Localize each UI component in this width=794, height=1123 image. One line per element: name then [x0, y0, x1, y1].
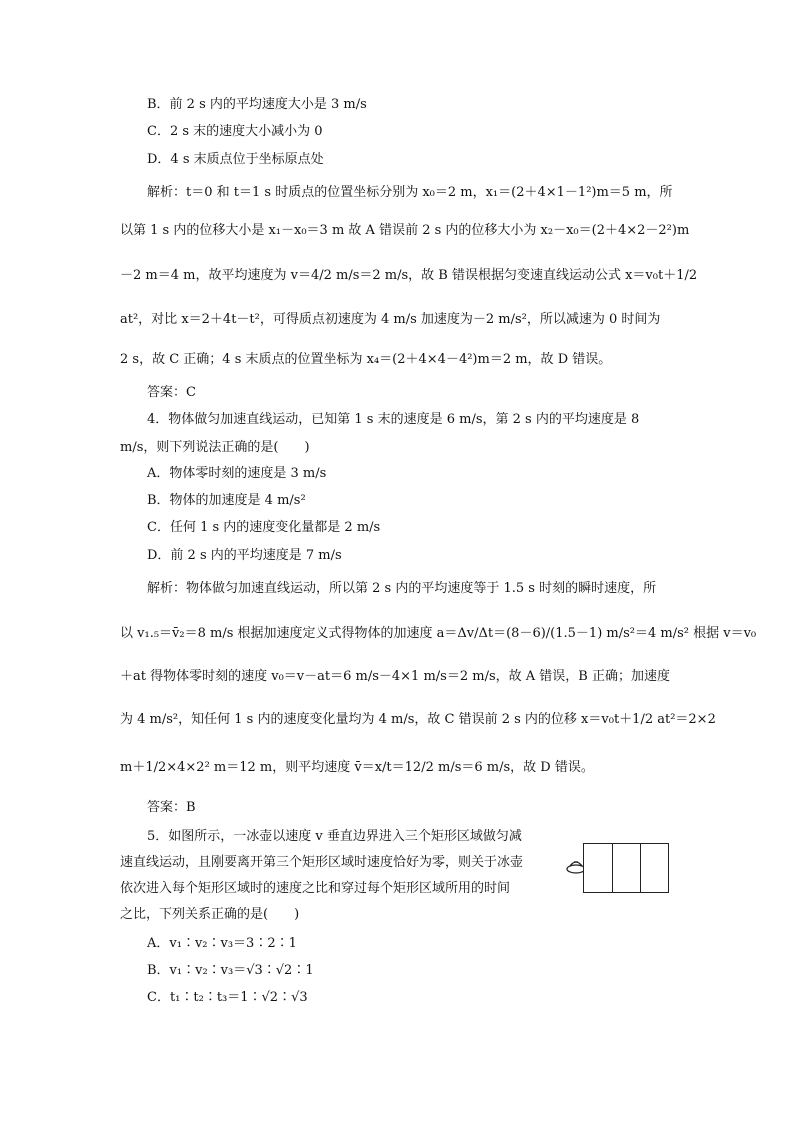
analysis-q4-line: ＋at 得物体零时刻的速度 v₀＝v－at＝6 m/s－4×1 m/s＝2 m/s，故 A 错误，B 正确；加速度 [120, 669, 670, 684]
analysis-q4-line: m＋1/2×4×2² m＝12 m，则平均速度 v̄＝x/t＝12/2 m/s＝6 m/s，故 D 错误。 [120, 760, 594, 775]
option-c-q3: C．2 s 末的速度大小减小为 0 [147, 124, 323, 139]
question-5-stem: 5．如图所示，一冰壶以速度 v 垂直边界进入三个矩形区域做匀减 [147, 829, 522, 844]
option-c-q4: C．任何 1 s 内的速度变化量都是 2 m/s [147, 520, 381, 535]
analysis-q3-line: at²，对比 x＝2＋4t－t²，可得质点初速度为 4 m/s 加速度为－2 m/s²，所以减速为 0 时间为 [120, 312, 661, 327]
rectangle-region-1 [583, 843, 613, 893]
question-4-stem: m/s，则下列说法正确的是( ) [120, 440, 310, 455]
analysis-q3-line: 解析：t＝0 和 t＝1 s 时质点的位置坐标分别为 x₀＝2 m，x₁＝(2＋4×1－1²)m＝5 m，所 [147, 185, 673, 200]
option-d-q3: D．4 s 末质点位于坐标原点处 [147, 152, 324, 167]
analysis-q3-line: 2 s，故 C 正确；4 s 末质点的位置坐标为 x₄＝(2＋4×4－4²)m＝2 m，故 D 错误。 [120, 352, 612, 367]
rectangle-region-3 [640, 843, 669, 893]
option-a-q5: A．v₁∶v₂∶v₃＝3∶2∶1 [147, 936, 297, 951]
question-4-stem: 4．物体做匀加速直线运动，已知第 1 s 末的速度是 6 m/s，第 2 s 内的平均速度是 8 [147, 412, 640, 427]
option-a-q4: A．物体零时刻的速度是 3 m/s [147, 466, 327, 481]
analysis-q4-line: 以 v₁.₅＝v̄₂＝8 m/s 根据加速度定义式得物体的加速度 a＝Δv/Δt＝(8－6)/(1.5－1) m/s²＝4 m/s² 根据 v＝v₀ [120, 626, 757, 641]
rectangle-region-2 [612, 843, 641, 893]
answer-q4: 答案：B [147, 800, 196, 815]
question-5-stem: 速直线运动，且刚要离开第三个矩形区域时速度恰好为零，则关于冰壶 [120, 855, 524, 870]
option-b-q5: B．v₁∶v₂∶v₃＝√3∶√2∶1 [147, 963, 314, 978]
option-b-q4: B．物体的加速度是 4 m/s² [147, 493, 306, 508]
analysis-q4-line: 为 4 m/s²，知任何 1 s 内的速度变化量均为 4 m/s，故 C 错误前 2 s 内的位移 x＝v₀t＋1/2 at²＝2×2 [120, 712, 716, 727]
option-c-q5: C．t₁∶t₂∶t₃＝1∶√2∶√3 [147, 990, 308, 1005]
analysis-q4-line: 解析：物体做匀加速直线运动，所以第 2 s 内的平均速度等于 1.5 s 时刻的瞬时速度，所 [147, 581, 657, 596]
question-5-stem: 之比，下列关系正确的是( ) [120, 907, 300, 922]
analysis-q3-line: －2 m＝4 m，故平均速度为 v＝4/2 m/s＝2 m/s，故 B 错误根据匀变速直线运动公式 x＝v₀t＋1/2 [120, 268, 698, 283]
option-b-q3: B．前 2 s 内的平均速度大小是 3 m/s [147, 97, 367, 112]
analysis-q3-line: 以第 1 s 内的位移大小是 x₁－x₀＝3 m 故 A 错误前 2 s 内的位移大小为 x₂－x₀＝(2＋4×2－2²)m [120, 223, 690, 238]
option-d-q4: D．前 2 s 内的平均速度是 7 m/s [147, 548, 342, 563]
answer-q3: 答案：C [147, 385, 196, 400]
question-5-stem: 依次进入每个矩形区域时的速度之比和穿过每个矩形区域所用的时间 [120, 881, 511, 896]
